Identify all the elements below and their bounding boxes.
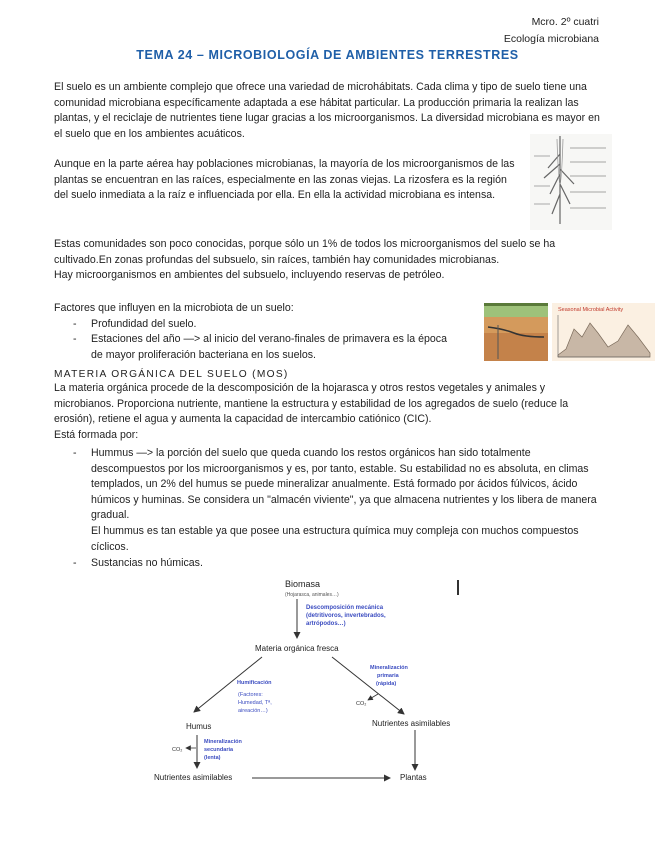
seasonal-activity-chart xyxy=(552,303,655,361)
rhizosphere-paragraph: Aunque en la parte aérea hay poblaciones microbianas, la mayoría de los microorganismos de las plantas se encuentran en las raíces, especialmente en las zonas viejas. La rizosfera es la región del suelo inmediata a la raíz e influenciada por ella. En ella la actividad microbiana es intensa. xyxy=(54,158,515,202)
node-nutrientes-2: Nutrientes asimilables xyxy=(154,773,233,782)
node-plantas: Plantas xyxy=(400,773,427,782)
factor-item: Profundidad del suelo. xyxy=(91,318,197,330)
node-biomasa-sub: (Hojarasca, animales…) xyxy=(285,592,339,598)
bullet-dash: - xyxy=(73,333,77,345)
humus-item: Hummus —> la porción del suelo que queda cuando los restos orgánicos han sido totalmente descompuestos por los microorganismos y es, por tanto, estable. Su estabilidad no es absoluta, en climas templados, un 2% del humus se puede mineralizar anualmente. Está formado por ácidos fúlvicos, ácido húmicos y huminas. Se considera un "almacén viviente", ya que almacena nutrientes y los libera de manera gradual. xyxy=(91,447,597,522)
communities-paragraph: Estas comunidades son poco conocidas, porque sólo un 1% de todos los microorganismos del suelo se ha cultivado.En zonas profundas del subsuelo, sin raíces, también hay comunidades microbianas. xyxy=(54,238,556,266)
factor-item: Estaciones del año —> al inicio del verano-finales de primavera es la época de mayor proliferación bacteriana en los suelos. xyxy=(91,333,447,361)
page-title: TEMA 24 – MICROBIOLOGÍA DE AMBIENTES TERRESTRES xyxy=(136,48,519,62)
node-materia-fresca: Materia orgánica fresca xyxy=(255,644,339,653)
bullet-dash: - xyxy=(73,557,77,569)
root-rhizosphere-figure xyxy=(530,134,612,230)
mos-composition-intro: Está formada por: xyxy=(54,429,139,441)
mos-paragraph: La materia orgánica procede de la descomposición de la hojarasca y otros restos vegetales y animales y microbianos. Proporciona nutriente, mantiene la estructura y estabilidad de los agregados de suelo (reduce la erosión), retiene el agua y aumenta la capacidad de intercambio catiónico (CIC). xyxy=(54,382,569,426)
label-miner-secundaria-1: Mineralización xyxy=(204,739,242,745)
factors-intro: Factores que influyen en la microbiota de un suelo: xyxy=(54,302,294,314)
label-descomposicion-sub2: artrópodos…) xyxy=(306,621,346,627)
label-factores-3: aireación…) xyxy=(238,708,268,714)
label-miner-secundaria-3: (lenta) xyxy=(204,755,221,761)
label-descomposicion: Descomposición mecánica xyxy=(306,605,384,611)
label-factores-1: (Factores: xyxy=(238,692,263,698)
organic-matter-diagram xyxy=(0,572,655,792)
node-biomasa: Biomasa xyxy=(285,579,321,589)
label-co2-secundaria: CO₂ xyxy=(172,747,183,753)
node-humus: Humus xyxy=(186,722,212,731)
header-subject: Ecología microbiana xyxy=(503,33,599,45)
soil-profile-figure xyxy=(484,303,548,361)
label-miner-primaria-1: Mineralización xyxy=(370,665,408,671)
section-heading: MATERIA ORGÁNICA DEL SUELO (MOS) xyxy=(54,369,289,380)
label-miner-primaria-3: (rápida) xyxy=(376,681,397,687)
label-factores-2: Humedad, Tª, xyxy=(238,700,272,706)
subsoil-paragraph: Hay microorganismos en ambientes del subsuelo, incluyendo reservas de petróleo. xyxy=(54,269,445,281)
header-course: Mcro. 2º cuatri xyxy=(531,16,599,28)
humus-extra: El hummus es tan estable ya que posee una estructura química muy compleja con muchos compuestos cíclicos. xyxy=(91,525,579,553)
label-miner-secundaria-2: secundaria xyxy=(204,747,234,753)
intro-paragraph: El suelo es un ambiente complejo que ofrece una variedad de microhábitats. Cada clima y tipo de suelo tiene una comunidad microbiana específicamente adaptada a ese hábitat particular. La producción primaria la realizan las plantas, y el reciclaje de nutrientes tiene lugar gracias a los microorganismos. La diversidad microbiana es mayor en el suelo que en los ambientes acuáticos. xyxy=(54,81,600,140)
label-descomposicion-sub1: (detritivoros, invertebrados, xyxy=(306,613,386,619)
label-humificacion: Humificación xyxy=(237,680,272,686)
non-humic-item: Sustancias no húmicas. xyxy=(91,557,203,569)
bullet-dash: - xyxy=(73,318,77,330)
node-nutrientes-1: Nutrientes asimilables xyxy=(372,719,451,728)
label-miner-primaria-2: primaria xyxy=(377,673,399,679)
label-co2-primaria: CO₂ xyxy=(356,701,367,707)
chart-title: Seasonal Microbial Activity xyxy=(558,307,624,313)
bullet-dash: - xyxy=(73,447,77,459)
